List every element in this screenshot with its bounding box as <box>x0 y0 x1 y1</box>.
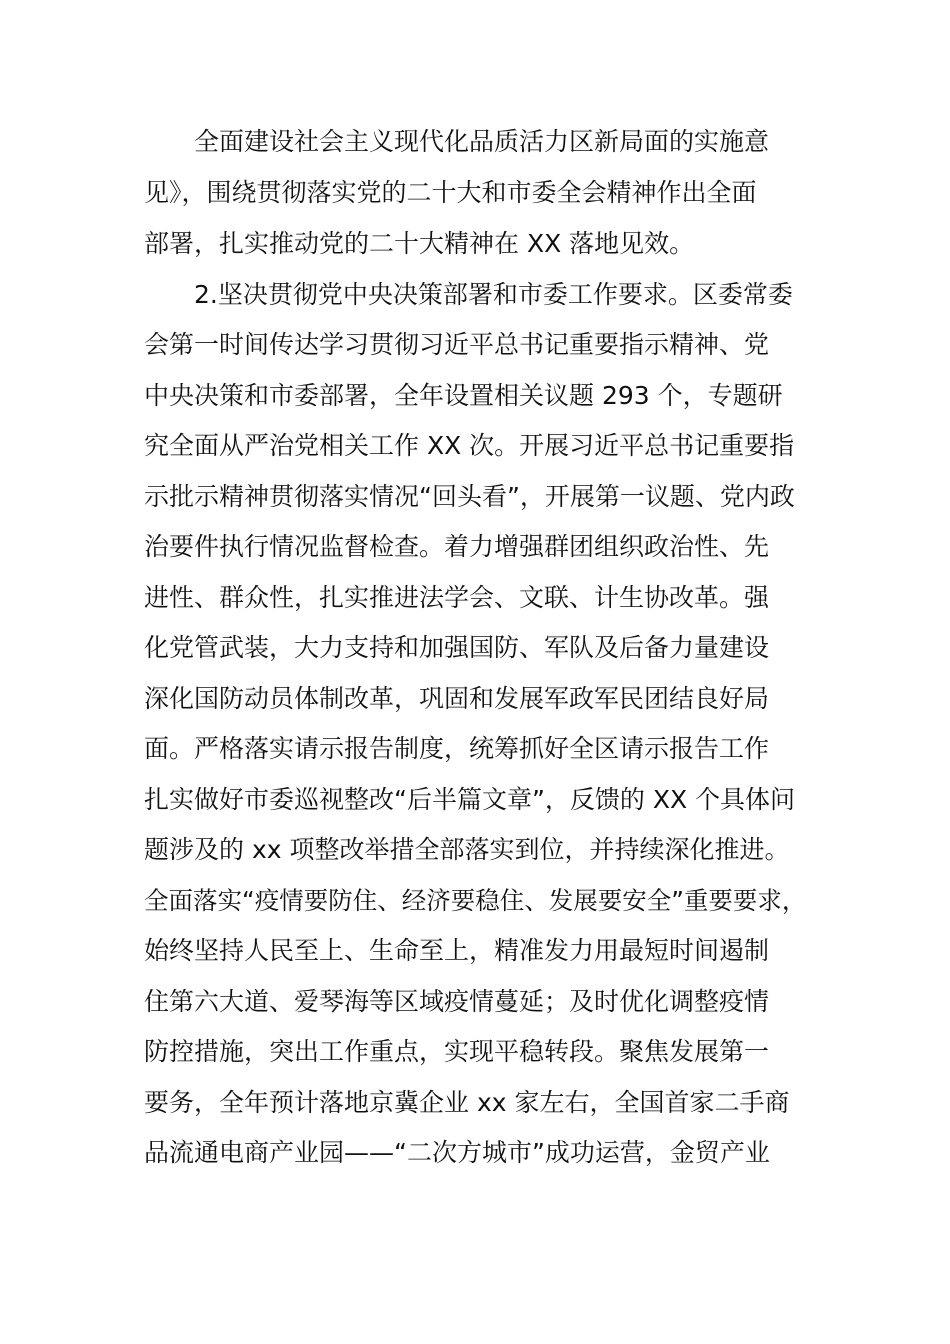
text-line: 化党管武装，大力支持和加强国防、军队及后备力量建设 <box>144 633 770 662</box>
text-line: 见》，围绕贯彻落实党的二十大和市委全会精神作出全面 <box>144 178 757 207</box>
text-line: 题涉及的 xx 项整改举措全部落实到位，并持续深化推进。 <box>144 835 790 864</box>
text-line: 进性、群众性，扎实推进法学会、文联、计生协改革。强 <box>144 583 770 612</box>
text-line: 要务，全年预计落地京冀企业 xx 家左右，全国首家二手商 <box>144 1088 790 1117</box>
text-line: 全面建设社会主义现代化品质活力区新局面的实施意 <box>194 127 770 156</box>
text-line: 部署，扎实推动党的二十大精神在 XX 落地见效。 <box>144 229 695 258</box>
text-line: 会第一时间传达学习贯彻习近平总书记重要指示精神、党 <box>144 330 770 359</box>
text-line: 面。严格落实请示报告制度，统筹抓好全区请示报告工作 <box>144 734 770 763</box>
text-line: 示批示精神贯彻落实情况“回头看”，开展第一议题、党内政 <box>144 482 795 511</box>
text-line: 究全面从严治党相关工作 XX 次。开展习近平总书记重要指 <box>144 431 795 460</box>
text-line: 深化国防动员体制改革，巩固和发展军政军民团结良好局 <box>144 684 770 713</box>
text-line: 品流通电商产业园——“二次方城市”成功运营，金贸产业 <box>144 1138 770 1167</box>
text-line: 始终坚持人民至上、生命至上，精准发力用最短时间遏制 <box>144 936 770 965</box>
text-line: 治要件执行情况监督检查。着力增强群团组织政治性、先 <box>144 532 770 561</box>
text-line: 防控措施，突出工作重点，实现平稳转段。聚焦发展第一 <box>144 1037 770 1066</box>
text-line: 住第六大道、爱琴海等区域疫情蔓延；及时优化调整疫情 <box>144 987 770 1016</box>
text-line: 2.坚决贯彻党中央决策部署和市委工作要求。区委常委 <box>194 280 793 309</box>
text-line: 中央决策和市委部署，全年设置相关议题 293 个，专题研 <box>144 381 783 410</box>
text-line: 全面落实“疫情要防住、经济要稳住、发展要安全”重要要求， <box>144 886 807 915</box>
text-line: 扎实做好市委巡视整改“后半篇文章”，反馈的 XX 个具体问 <box>144 785 796 814</box>
